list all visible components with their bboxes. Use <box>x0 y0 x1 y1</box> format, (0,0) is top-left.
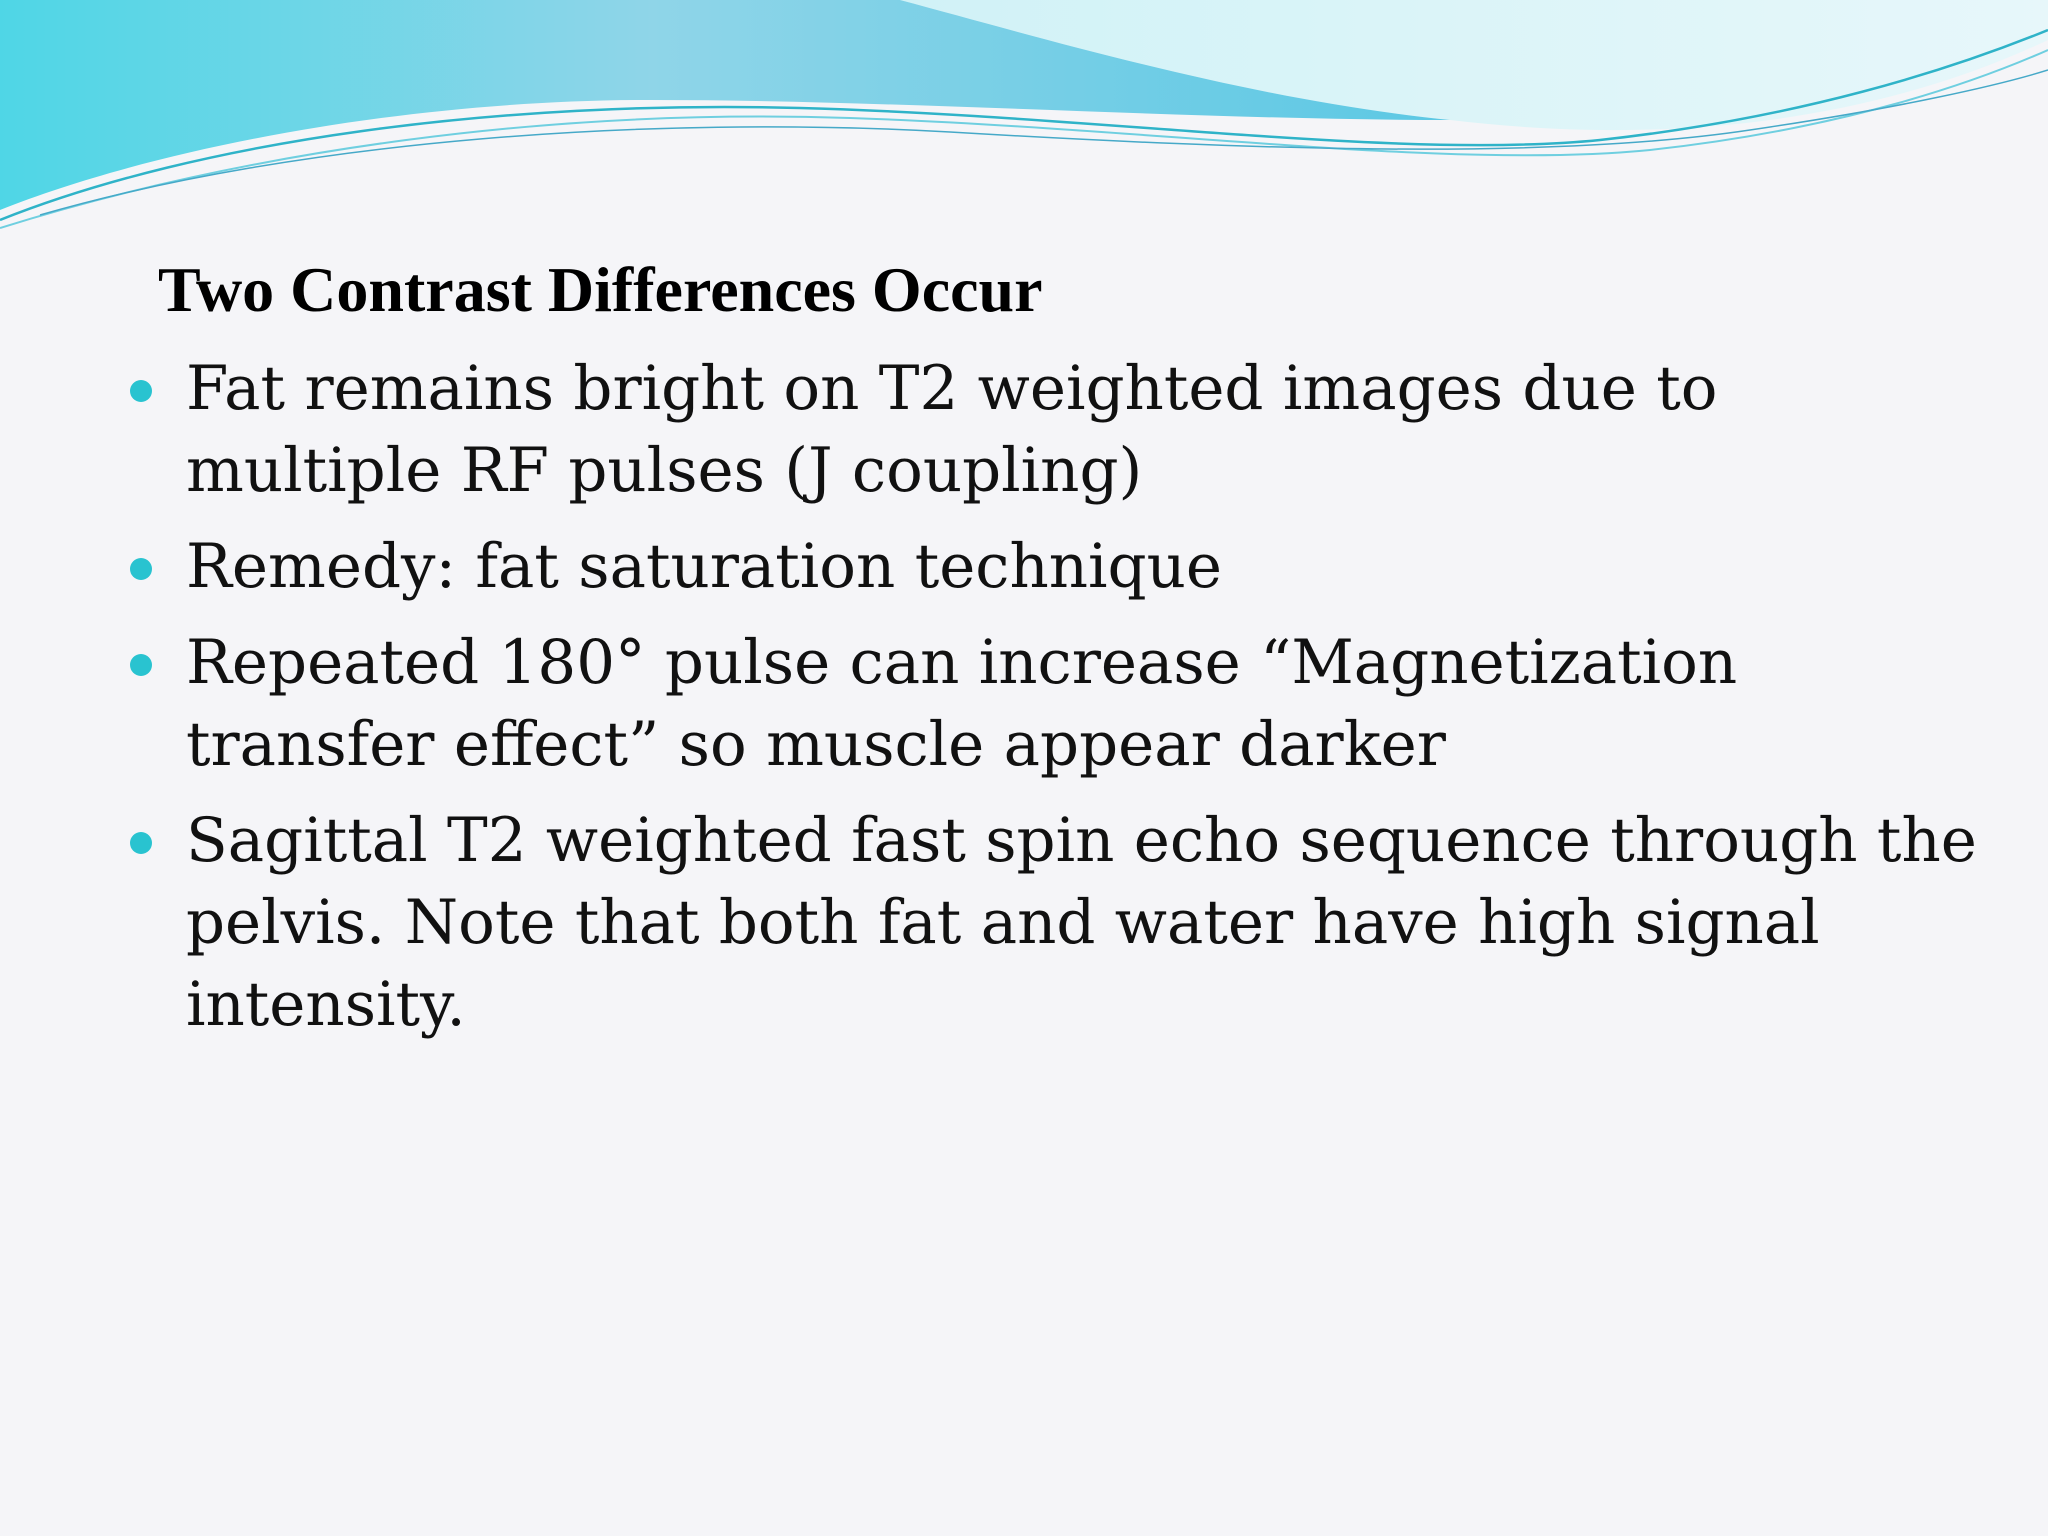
bullet-dot-icon <box>130 832 152 854</box>
slide-heading: Two Contrast Differences Occur <box>158 254 1043 325</box>
bullet-item <box>128 800 1978 1046</box>
bullet-text: Repeated 180° pulse can increase “Magnetization transfer effect” so muscle appear darker <box>186 627 1738 780</box>
bullet-dot-icon <box>130 654 152 676</box>
header-wave-decoration <box>0 0 2048 240</box>
bullet-list <box>128 348 1978 1060</box>
bullet-text: Remedy: fat saturation technique <box>186 531 1222 602</box>
bullet-item <box>128 622 1978 786</box>
bullet-text: Sagittal T2 weighted fast spin echo sequence through the pelvis. Note that both fat and water have high signal intensity. <box>186 805 1977 1040</box>
bullet-text: Fat remains bright on T2 weighted images due to multiple RF pulses (J coupling) <box>186 353 1718 506</box>
bullet-dot-icon <box>130 380 152 402</box>
bullet-dot-icon <box>130 558 152 580</box>
bullet-item <box>128 348 1978 512</box>
bullet-item <box>128 526 1978 608</box>
